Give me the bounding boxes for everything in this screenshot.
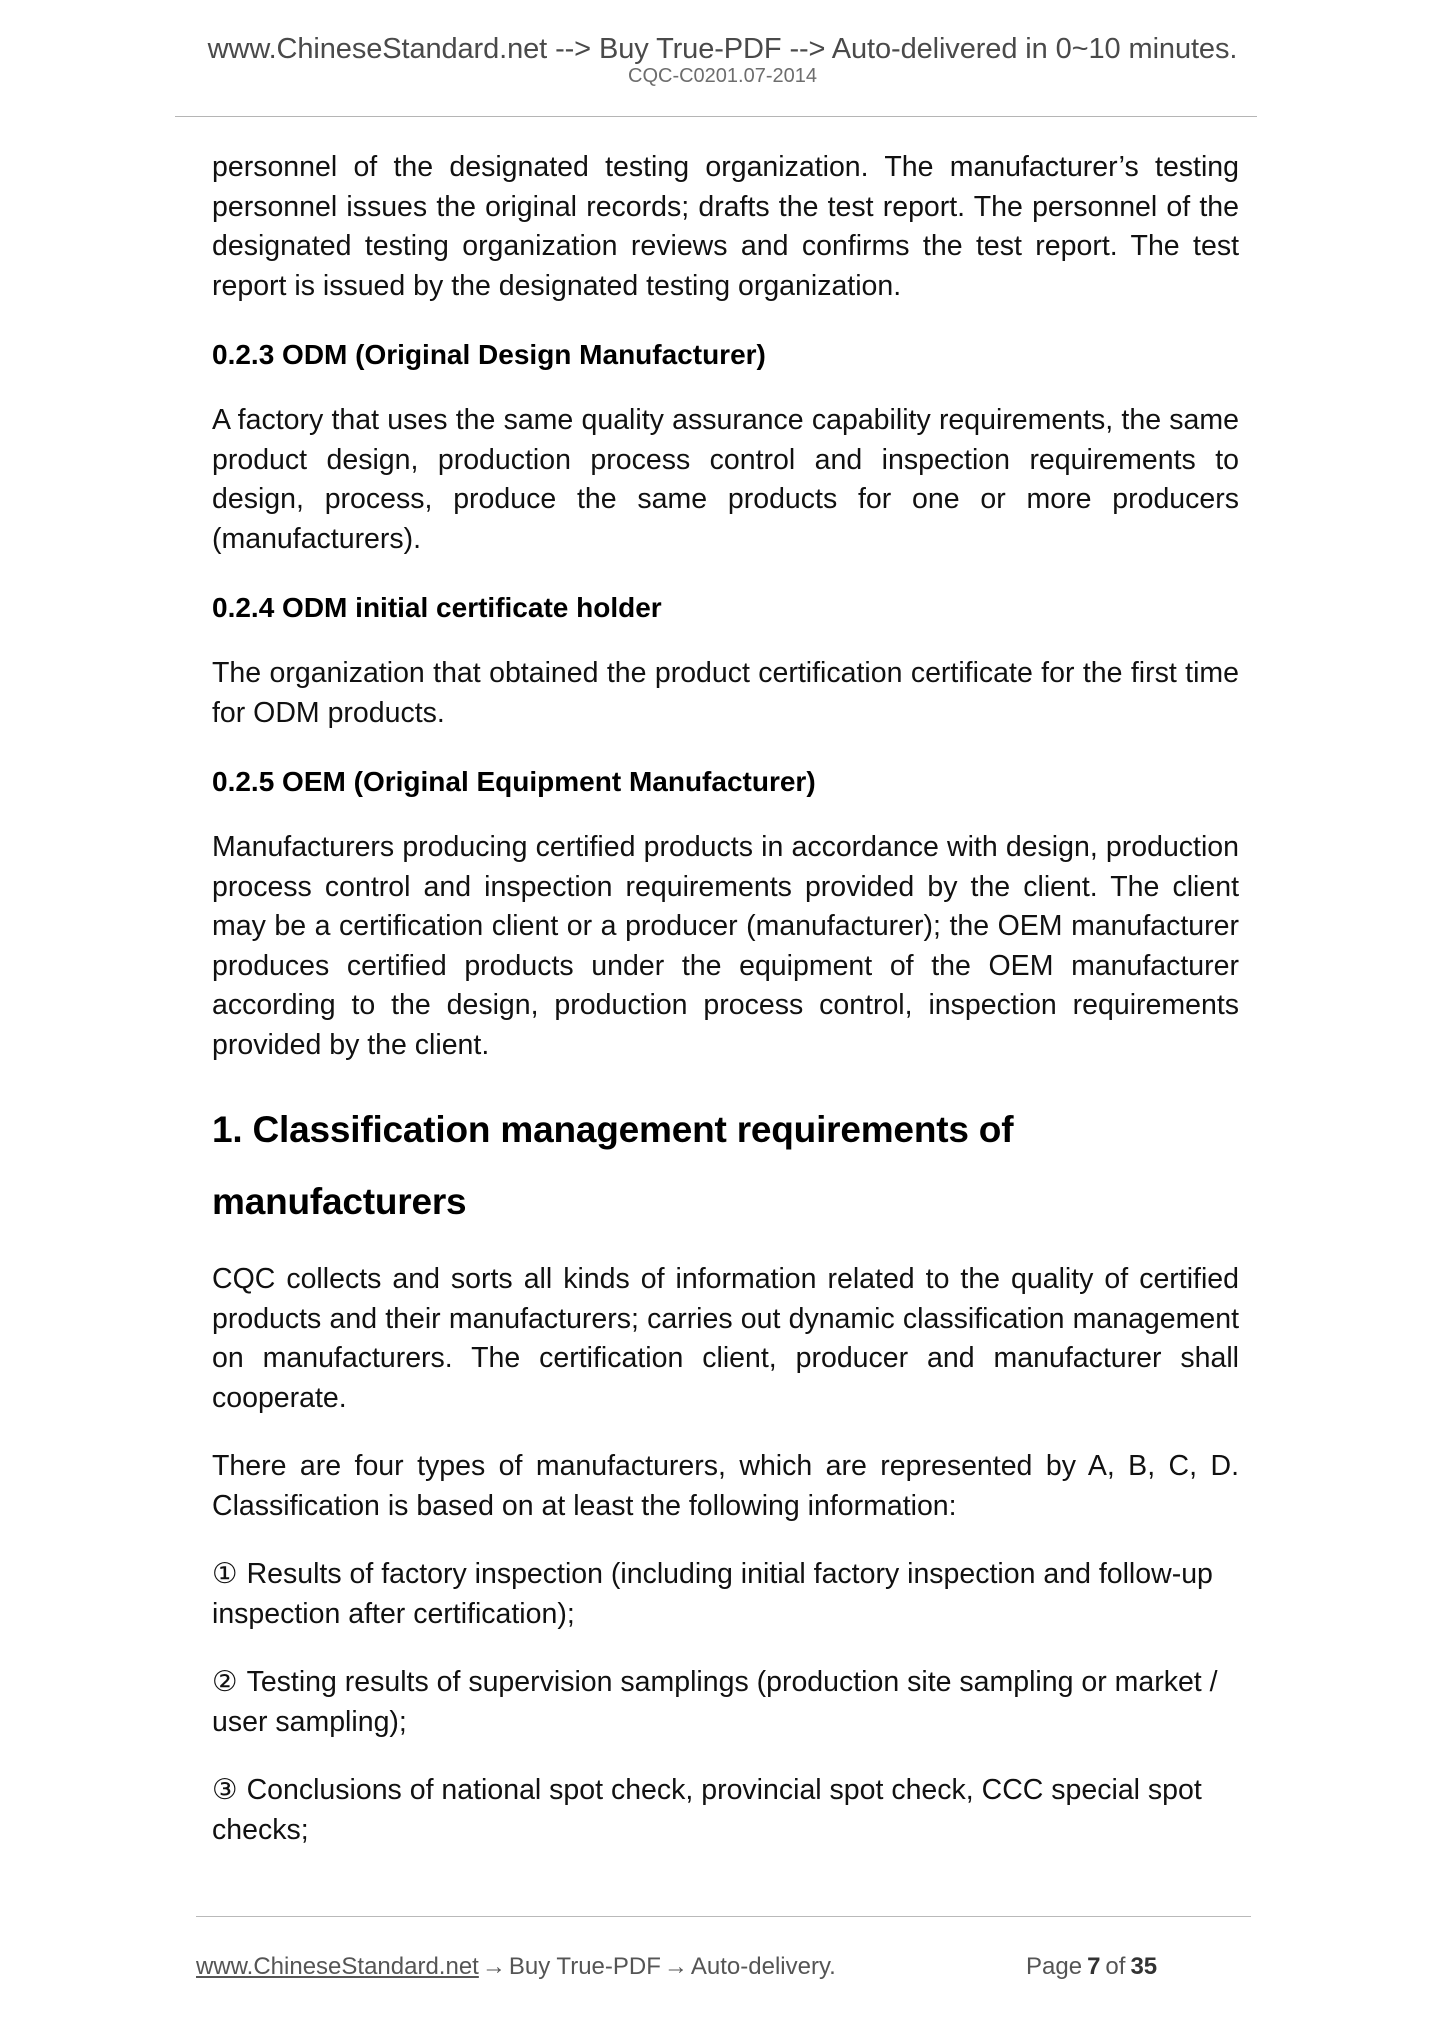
page-label: Page	[1026, 1953, 1083, 1980]
circled-number-3-icon: ③	[212, 1774, 238, 1806]
list-item	[212, 1663, 1239, 1742]
heading-0-2-5: 0.2.5 OEM (Original Equipment Manufacturer)	[212, 766, 816, 797]
footer-row	[196, 1952, 1251, 1982]
footer-delivery-text: Auto-delivery.	[690, 1953, 836, 1980]
list-item-text: Conclusions of national spot check, provincial spot check, CCC special spot checks;	[212, 1774, 1202, 1846]
page-of-label: of	[1105, 1953, 1126, 1980]
paragraph-continued: personnel of the designated testing organization. The manufacturer’s testing personnel issues the original records; drafts the test report. The personnel of the designated testing organization reviews and confirms the test report. The test report is issued by the designated testing organization.	[212, 151, 1239, 302]
footer-page-info	[1026, 1952, 1157, 1982]
arrow-right-icon: →	[481, 1953, 506, 1980]
list-item-text: Results of factory inspection (including initial factory inspection and follow-up inspection after certification);	[212, 1558, 1213, 1630]
heading-section-1: 1. Classification management requirements of manufacturers	[212, 1109, 1014, 1222]
paragraph-cqc-classification: CQC collects and sorts all kinds of information related to the quality of certified products and their manufacturers; carries out dynamic classification management on manufacturers. The certification client, producer and manufacturer shall cooperate.	[212, 1263, 1239, 1414]
paragraph-manufacturer-types: There are four types of manufacturers, which are represented by A, B, C, D. Classification is based on at least the following information:	[212, 1450, 1239, 1522]
list-item	[212, 1555, 1239, 1634]
paragraph-0-2-3: A factory that uses the same quality assurance capability requirements, the same product design, production process control and inspection requirements to design, process, produce the same products for one or more producers (manufacturers).	[212, 404, 1239, 555]
paragraph-0-2-5: Manufacturers producing certified products in accordance with design, production process control and inspection requirements provided by the client. The client may be a certification client or a producer (manufacturer); the OEM manufacturer produces certified products under the equipment of the OEM manufacturer according to the design, production process control, inspection requirements provided by the client.	[212, 831, 1239, 1061]
page-number: 7	[1087, 1953, 1101, 1980]
paragraph-0-2-4: The organization that obtained the product certification certificate for the first time for ODM products.	[212, 657, 1239, 729]
footer-buy-text: Buy True-PDF	[508, 1953, 661, 1980]
page-header	[0, 0, 1445, 87]
arrow-right-icon: →	[663, 1953, 688, 1980]
page-footer	[0, 1904, 1445, 2044]
header-divider	[175, 116, 1257, 117]
list-item-text: Testing results of supervision samplings (production site sampling or market / user sampling);	[212, 1666, 1218, 1738]
circled-number-2-icon: ②	[212, 1666, 238, 1698]
header-promo-text: www.ChineseStandard.net --> Buy True-PDF --> Auto-delivered in 0~10 minutes.	[207, 33, 1238, 65]
circled-number-1-icon: ①	[212, 1558, 238, 1590]
footer-divider	[196, 1916, 1251, 1917]
list-item	[212, 1771, 1239, 1850]
heading-0-2-3: 0.2.3 ODM (Original Design Manufacturer)	[212, 339, 766, 370]
page-total: 35	[1130, 1953, 1158, 1980]
heading-0-2-4: 0.2.4 ODM initial certificate holder	[212, 592, 662, 623]
header-standard-number: CQC-C0201.07-2014	[628, 65, 817, 88]
document-content	[212, 148, 1239, 1879]
footer-site-link[interactable]: www.ChineseStandard.net	[196, 1953, 479, 1980]
